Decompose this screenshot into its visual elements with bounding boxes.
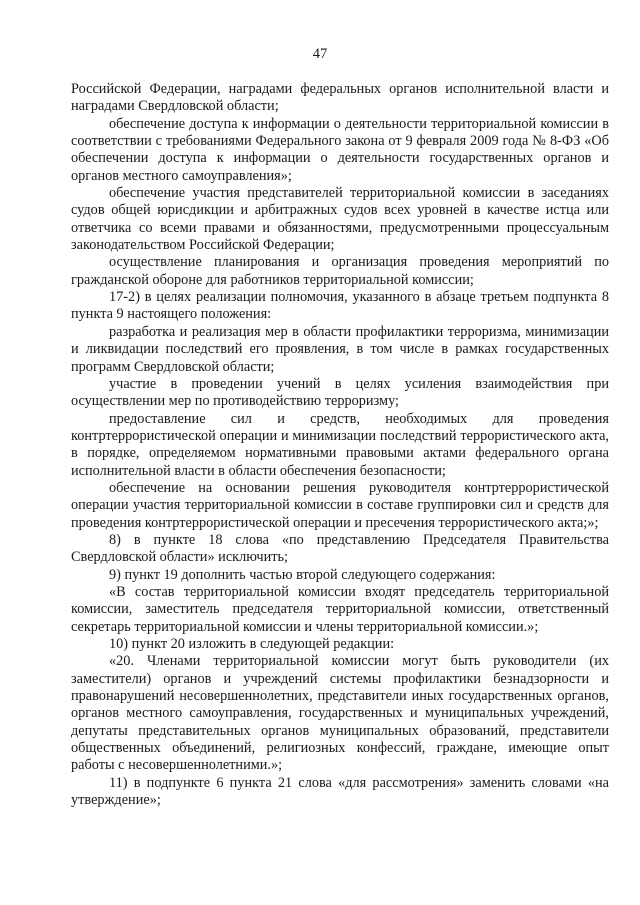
paragraph: 10) пункт 20 изложить в следующей редакции: [109, 636, 395, 652]
paragraph: 9) пункт 19 дополнить частью второй следующего содержания: [109, 566, 496, 583]
paragraph: обеспечение участия представителей территориальной комиссии в заседаниях судов общей юрисдикции и арбитражных судов всех уровней в качестве истца или ответчика со всеми правами и обязанностями, предусмотренными процессуальным законодательством Российской Федерации; [71, 185, 609, 254]
paragraph: обеспечение на основании решения руководителя контртеррористической операции участия территориальной комиссии в составе группировки сил и средств для проведения контртеррористической операции и пресечения террористического акта;»; [71, 479, 609, 531]
paragraph: разработка и реализация мер в области профилактики терроризма, минимизации и ликвидации последствий его проявления, в том числе в рамках государственных программ Свердловской области; [71, 323, 609, 375]
paragraph: «В состав территориальной комиссии входят председатель территориальной комиссии, заместитель председателя территориальной комиссии, ответственный секретарь территориальной комиссии и члены территориальной комиссии.»; [71, 583, 609, 635]
paragraph: участие в проведении учений в целях усиления взаимодействия при осуществлении мер по противодействию терроризму; [71, 375, 609, 410]
page-number: 47 [312, 46, 328, 62]
paragraph: осуществление планирования и организация проведения мероприятий по гражданской обороне для работников территориальной комиссии; [71, 254, 609, 288]
paragraph: 17-2) в целях реализации полномочия, указанного в абзаце третьем подпункта 8 пункта 9 настоящего положения: [71, 289, 609, 323]
paragraph: обеспечение доступа к информации о деятельности территориальной комиссии в соответствии с требованиями Федерального закона от 9 февраля 2009 года № 8-ФЗ «Об обеспечении доступа к информации о деятельности государственных органов и органов местного самоуправления»; [71, 115, 609, 184]
paragraph: предоставление сил и средств, необходимых для проведения контртеррористической операции и минимизации последствий террористического акта, в порядке, определяемом нормативными правовыми актами федерального органа исполнительной власти в области обеспечения безопасности; [71, 410, 609, 479]
paragraph: 8) в пункте 18 слова «по представлению Председателя Правительства Свердловской области» исключить; [71, 531, 609, 566]
paragraph: 11) в подпункте 6 пункта 21 слова «для рассмотрения» заменить словами «на утверждение»; [71, 774, 609, 809]
paragraph: Российской Федерации, наградами федеральных органов исполнительной власти и наградами Свердловской области; [71, 81, 609, 115]
document-body [71, 81, 609, 809]
paragraph: «20. Членами территориальной комиссии могут быть руководители (их заместители) органов и учреждений системы профилактики безнадзорности и правонарушений несовершеннолетних, представители иных государственных органов, органов местного самоуправления, государственных и муниципальных учреждений, депутаты представительных органов муниципальных образований, представители общественных объединений, религиозных конфессий, граждане, имеющие опыт работы с несовершеннолетними.»; [71, 653, 609, 774]
